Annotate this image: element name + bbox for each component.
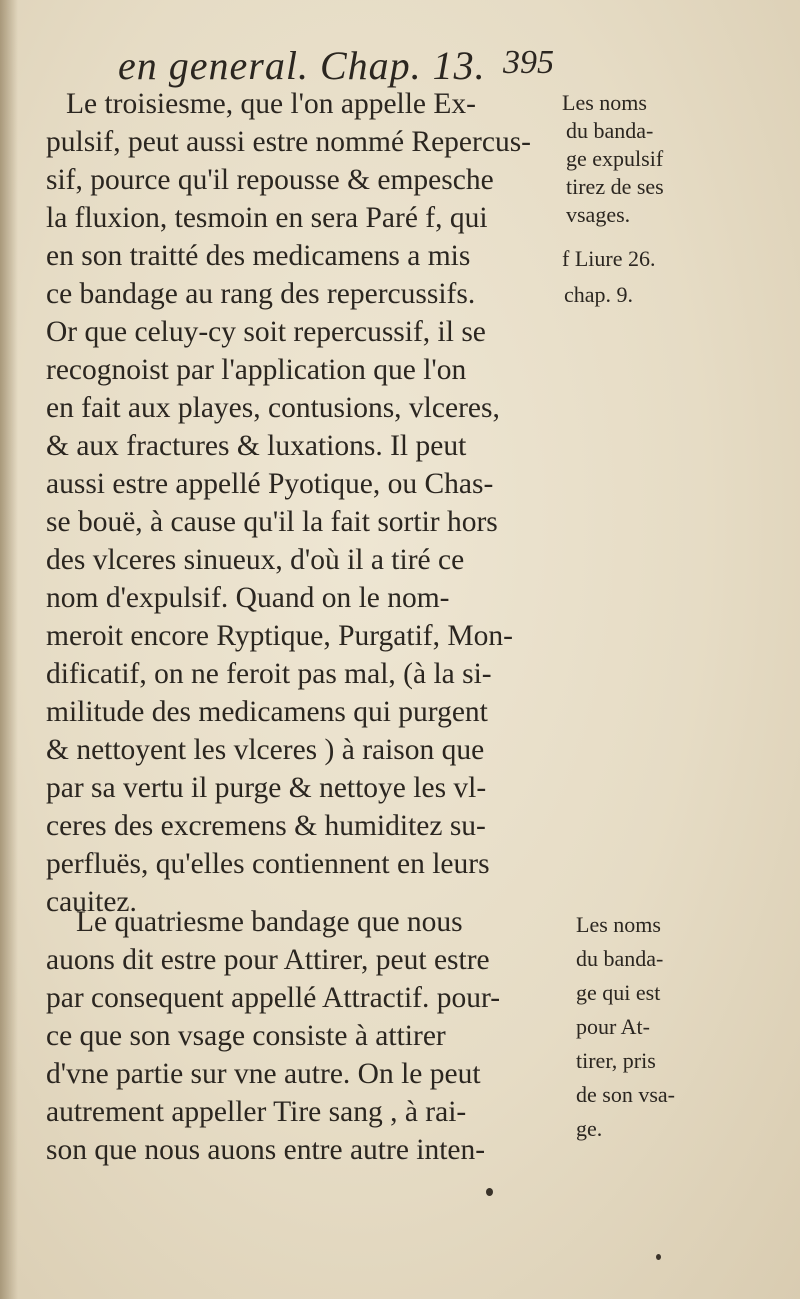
margin-note-line: ge qui est	[576, 980, 661, 1005]
text-line: aussi estre appellé Pyotique, ou Chas-	[46, 468, 494, 500]
running-head: en general. Chap. 13.	[118, 43, 486, 88]
text-line: la fluxion, tesmoin en sera Paré f, qui	[46, 202, 488, 234]
margin-note-line: chap. 9.	[564, 282, 634, 307]
margin-note-line: tirez de ses	[566, 174, 664, 199]
text-line: par sa vertu il purge & nettoye les vl-	[46, 772, 487, 804]
margin-note-line: pour At-	[576, 1014, 650, 1039]
text-line: Or que celuy-cy soit repercussif, il se	[46, 316, 486, 348]
text-line: en son traitté des medicamens a mis	[46, 240, 471, 272]
text-line: par consequent appellé Attractif. pour-	[46, 982, 501, 1014]
ink-spot	[486, 1188, 493, 1196]
text-line: en fait aux playes, contusions, vlceres,	[46, 392, 500, 424]
text-line: se bouë, à cause qu'il la fait sortir hors	[46, 506, 498, 538]
text-line: & nettoyent les vlceres ) à raison que	[46, 734, 485, 766]
margin-note-line: tirer, pris	[576, 1048, 656, 1073]
text-line: militude des medicamens qui purgent	[46, 696, 488, 728]
text-line: ce que son vsage consiste à attirer	[46, 1020, 446, 1052]
text-line: auons dit estre pour Attirer, peut estre	[46, 944, 490, 976]
text-line: dificatif, on ne feroit pas mal, (à la si-	[46, 658, 492, 690]
text-line: ce bandage au rang des repercussifs.	[46, 278, 476, 310]
text-line: des vlceres sinueux, d'où il a tiré ce	[46, 544, 465, 576]
text-line: ceres des excremens & humiditez su-	[46, 810, 486, 842]
text-line: recognoist par l'application que l'on	[46, 354, 467, 386]
text-line: sif, pource qu'il repousse & empesche	[46, 164, 494, 196]
text-line: cauitez.	[46, 886, 137, 918]
margin-note-line: du banda-	[576, 946, 664, 971]
text-line: meroit encore Ryptique, Purgatif, Mon-	[46, 620, 513, 652]
margin-note-line: vsages.	[566, 202, 631, 227]
text-line: Le quatriesme bandage que nous	[76, 906, 463, 938]
margin-note-line: Les noms	[562, 90, 647, 115]
page-gutter-shadow	[0, 0, 18, 1299]
text-line: pulsif, peut aussi estre nommé Repercus-	[46, 126, 531, 158]
text-line: autrement appeller Tire sang , à rai-	[46, 1096, 467, 1128]
margin-note-line: f Liure 26.	[562, 246, 656, 271]
ink-spot	[656, 1254, 661, 1260]
text-line: d'vne partie sur vne autre. On le peut	[46, 1058, 481, 1090]
text-line: Le troisiesme, que l'on appelle Ex-	[66, 88, 476, 120]
margin-note-line: ge.	[576, 1116, 603, 1141]
text-line: nom d'expulsif. Quand on le nom-	[46, 582, 450, 614]
page-number: 395	[503, 44, 554, 81]
page-header	[118, 42, 578, 92]
margin-note-line: du banda-	[566, 118, 654, 143]
margin-note-line: de son vsa-	[576, 1082, 675, 1107]
text-line: son que nous auons entre autre inten-	[46, 1134, 486, 1166]
text-line: & aux fractures & luxations. Il peut	[46, 430, 467, 462]
text-line: perfluës, qu'elles contiennent en leurs	[46, 848, 490, 880]
margin-note-line: ge expulsif	[566, 146, 664, 171]
margin-note-line: Les noms	[576, 912, 661, 937]
